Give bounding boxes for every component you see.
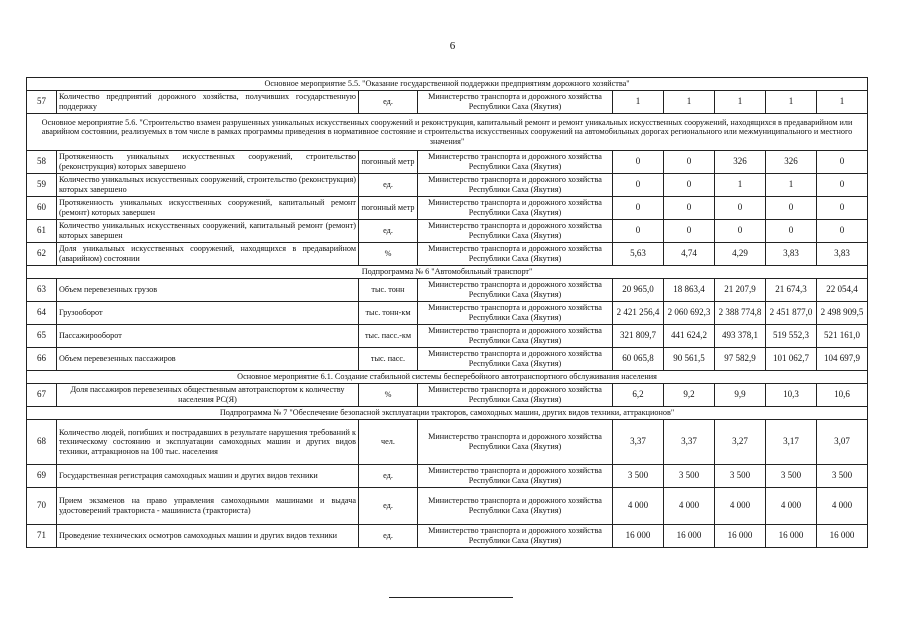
value-cell: 97 582,9 [715,348,766,371]
table-row [27,384,868,407]
value-cell: 1 [613,91,664,114]
value-cell: 16 000 [613,525,664,548]
unit-cell: ед. [359,525,418,548]
table-row [27,488,868,525]
responsible-cell: Министерство транспорта и дорожного хозяйства Республики Саха (Якутия) [418,325,613,348]
row-number: 71 [27,525,57,548]
value-cell: 441 624,2 [664,325,715,348]
responsible-cell: Министерство транспорта и дорожного хозяйства Республики Саха (Якутия) [418,91,613,114]
indicator-name: Проведение технических осмотров самоходных машин и других видов техники [57,525,359,548]
unit-cell: ед. [359,174,418,197]
value-cell: 0 [613,197,664,220]
table-row [27,151,868,174]
unit-cell: чел. [359,420,418,465]
indicators-table [26,77,868,548]
indicator-name: Пассажирооборот [57,325,359,348]
value-cell: 4 000 [766,488,817,525]
unit-cell: ед. [359,465,418,488]
row-number: 57 [27,91,57,114]
value-cell: 3,83 [766,243,817,266]
value-cell: 4,29 [715,243,766,266]
value-cell: 10,6 [817,384,868,407]
value-cell: 9,9 [715,384,766,407]
unit-cell: тыс. пасс.-км [359,325,418,348]
value-cell: 90 561,5 [664,348,715,371]
section-title: Основное мероприятие 5.5. "Оказание государственной поддержки предприятиям дорожного хозяйства" [27,78,868,91]
value-cell: 1 [817,91,868,114]
value-cell: 0 [715,197,766,220]
row-number: 68 [27,420,57,465]
value-cell: 519 552,3 [766,325,817,348]
unit-cell: погонный метр [359,151,418,174]
value-cell: 20 965,0 [613,279,664,302]
responsible-cell: Министерство транспорта и дорожного хозяйства Республики Саха (Якутия) [418,465,613,488]
value-cell: 101 062,7 [766,348,817,371]
value-cell: 2 421 256,4 [613,302,664,325]
value-cell: 3 500 [715,465,766,488]
responsible-cell: Министерство транспорта и дорожного хозяйства Республики Саха (Якутия) [418,302,613,325]
value-cell: 326 [715,151,766,174]
value-cell: 3,27 [715,420,766,465]
value-cell: 493 378,1 [715,325,766,348]
responsible-cell: Министерство транспорта и дорожного хозяйства Республики Саха (Якутия) [418,220,613,243]
indicator-name: Доля пассажиров перевезенных общественным автотранспортом к количеству населения РС(Я) [57,384,359,407]
value-cell: 21 207,9 [715,279,766,302]
table-row [27,91,868,114]
value-cell: 0 [817,174,868,197]
value-cell: 2 451 877,0 [766,302,817,325]
responsible-cell: Министерство транспорта и дорожного хозяйства Республики Саха (Якутия) [418,151,613,174]
value-cell: 9,2 [664,384,715,407]
table-row [27,174,868,197]
value-cell: 4 000 [715,488,766,525]
value-cell: 326 [766,151,817,174]
value-cell: 0 [664,197,715,220]
unit-cell: % [359,243,418,266]
indicator-name: Количество уникальных искусственных сооружений, строительство (реконструкция) которых завершено [57,174,359,197]
table-row [27,420,868,465]
row-number: 70 [27,488,57,525]
row-number: 66 [27,348,57,371]
unit-cell: % [359,384,418,407]
value-cell: 18 863,4 [664,279,715,302]
responsible-cell: Министерство транспорта и дорожного хозяйства Республики Саха (Якутия) [418,488,613,525]
value-cell: 3,37 [664,420,715,465]
indicator-name: Прием экзаменов на право управления самоходными машинами и выдача удостоверений тракториста - машиниста (тракториста) [57,488,359,525]
value-cell: 3 500 [817,465,868,488]
value-cell: 3 500 [766,465,817,488]
row-number: 59 [27,174,57,197]
section-title: Основное мероприятие 5.6. "Строительство взамен разрушенных уникальных искусственных сооружений и реконструкция, капитальный ремонт и ремонт уникальных искусственных сооружений, находящихся в предаварийном или аварийном состоянии, реализуемых в том числе в рамках программы приведения в нормативное состояние и строительства искусственных сооружений на автомобильных дорогах регионального или межмуниципального и местного значения" [27,114,868,151]
table-row [27,243,868,266]
value-cell: 0 [664,174,715,197]
unit-cell: погонный метр [359,197,418,220]
section-row [27,114,868,151]
row-number: 62 [27,243,57,266]
responsible-cell: Министерство транспорта и дорожного хозяйства Республики Саха (Якутия) [418,525,613,548]
section-row [27,266,868,279]
value-cell: 321 809,7 [613,325,664,348]
value-cell: 3,37 [613,420,664,465]
unit-cell: тыс. тонн-км [359,302,418,325]
table-row [27,279,868,302]
value-cell: 10,3 [766,384,817,407]
value-cell: 3,07 [817,420,868,465]
value-cell: 1 [766,174,817,197]
value-cell: 0 [715,220,766,243]
value-cell: 1 [766,91,817,114]
indicator-name: Протяженность уникальных искусственных сооружений, строительство (реконструкция) которых завершено [57,151,359,174]
value-cell: 2 388 774,8 [715,302,766,325]
indicator-name: Государственная регистрация самоходных машин и других видов техники [57,465,359,488]
value-cell: 3 500 [664,465,715,488]
table-row [27,348,868,371]
responsible-cell: Министерство транспорта и дорожного хозяйства Республики Саха (Якутия) [418,384,613,407]
value-cell: 0 [613,174,664,197]
row-number: 58 [27,151,57,174]
section-row [27,371,868,384]
value-cell: 0 [817,151,868,174]
value-cell: 3,17 [766,420,817,465]
indicator-name: Объем перевезенных грузов [57,279,359,302]
value-cell: 0 [613,220,664,243]
indicator-name: Количество предприятий дорожного хозяйства, получивших государственную поддержку [57,91,359,114]
value-cell: 2 060 692,3 [664,302,715,325]
value-cell: 21 674,3 [766,279,817,302]
table-row [27,325,868,348]
value-cell: 1 [715,91,766,114]
indicator-name: Протяженность уникальных искусственных сооружений, капитальный ремонт (ремонт) которых завершен [57,197,359,220]
value-cell: 1 [715,174,766,197]
unit-cell: тыс. пасс. [359,348,418,371]
table-row [27,220,868,243]
responsible-cell: Министерство транспорта и дорожного хозяйства Республики Саха (Якутия) [418,243,613,266]
table-row [27,525,868,548]
unit-cell: ед. [359,488,418,525]
row-number: 63 [27,279,57,302]
value-cell: 0 [664,151,715,174]
row-number: 60 [27,197,57,220]
indicator-name: Грузооборот [57,302,359,325]
table-row [27,465,868,488]
value-cell: 0 [817,220,868,243]
value-cell: 4,74 [664,243,715,266]
row-number: 61 [27,220,57,243]
row-number: 64 [27,302,57,325]
row-number: 65 [27,325,57,348]
row-number: 67 [27,384,57,407]
value-cell: 4 000 [817,488,868,525]
value-cell: 16 000 [715,525,766,548]
value-cell: 16 000 [766,525,817,548]
value-cell: 60 065,8 [613,348,664,371]
value-cell: 22 054,4 [817,279,868,302]
responsible-cell: Министерство транспорта и дорожного хозяйства Республики Саха (Якутия) [418,197,613,220]
value-cell: 521 161,0 [817,325,868,348]
section-title: Основное мероприятие 6.1. Создание стабильной системы бесперебойного автотранспортного обслуживания населения [27,371,868,384]
value-cell: 0 [664,220,715,243]
unit-cell: ед. [359,220,418,243]
subprogram-title: Подпрограмма № 6 "Автомобильный транспорт" [27,266,868,279]
responsible-cell: Министерство транспорта и дорожного хозяйства Республики Саха (Якутия) [418,174,613,197]
footer-divider [389,597,513,598]
value-cell: 4 000 [664,488,715,525]
value-cell: 6,2 [613,384,664,407]
value-cell: 3,83 [817,243,868,266]
section-row [27,78,868,91]
indicator-name: Объем перевезенных пассажиров [57,348,359,371]
value-cell: 1 [664,91,715,114]
page-number: 6 [449,40,456,52]
responsible-cell: Министерство транспорта и дорожного хозяйства Республики Саха (Якутия) [418,279,613,302]
value-cell: 3 500 [613,465,664,488]
value-cell: 16 000 [664,525,715,548]
indicator-name: Количество людей, погибших и пострадавших в результате нарушения требований к техническому состоянию и эксплуатации самоходных машин и других видов техники, аттракционов на 100 тыс. населения [57,420,359,465]
responsible-cell: Министерство транспорта и дорожного хозяйства Республики Саха (Якутия) [418,420,613,465]
indicator-name: Доля уникальных искусственных сооружений, находящихся в предаварийном (аварийном) состоянии [57,243,359,266]
value-cell: 104 697,9 [817,348,868,371]
table-row [27,302,868,325]
responsible-cell: Министерство транспорта и дорожного хозяйства Республики Саха (Якутия) [418,348,613,371]
value-cell: 16 000 [817,525,868,548]
row-number: 69 [27,465,57,488]
value-cell: 0 [766,220,817,243]
value-cell: 0 [766,197,817,220]
value-cell: 0 [613,151,664,174]
value-cell: 0 [817,197,868,220]
unit-cell: ед. [359,91,418,114]
table-row [27,197,868,220]
section-row [27,407,868,420]
indicator-name: Количество уникальных искусственных сооружений, капитальный ремонт (ремонт) которых завершен [57,220,359,243]
value-cell: 2 498 909,5 [817,302,868,325]
value-cell: 5,63 [613,243,664,266]
value-cell: 4 000 [613,488,664,525]
subprogram-title: Подпрограмма № 7 "Обеспечение безопасной эксплуатации тракторов, самоходных машин, других видов техники, аттракционов" [27,407,868,420]
unit-cell: тыс. тонн [359,279,418,302]
